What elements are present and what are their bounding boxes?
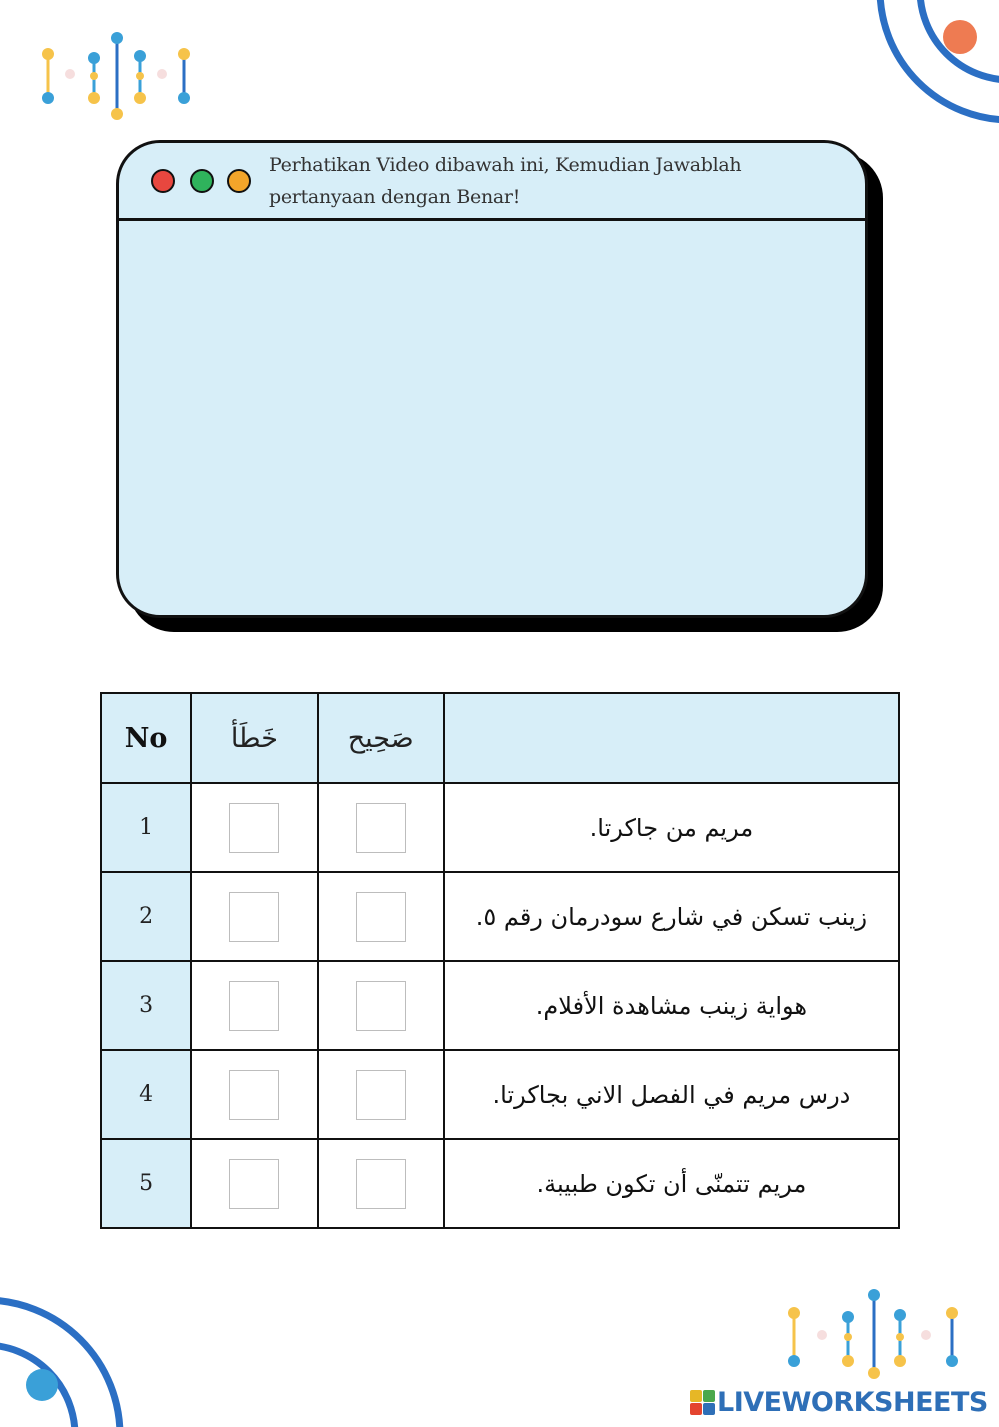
header-false-label: خَطَأ [230, 722, 278, 754]
instruction-text [269, 149, 829, 213]
true-cell [318, 1050, 444, 1139]
header-statement [444, 693, 899, 783]
true-checkbox[interactable] [356, 1070, 406, 1120]
false-cell [191, 1050, 317, 1139]
statement-text: مريم من جاكرتا. [589, 813, 754, 842]
statement-cell [444, 1050, 899, 1139]
false-checkbox[interactable] [229, 981, 279, 1031]
statement-text: درس مريم في الفصل الاني بجاكرتا. [492, 1080, 851, 1109]
video-window-titlebar [119, 143, 865, 221]
true-checkbox[interactable] [356, 981, 406, 1031]
row-number: 2 [101, 872, 191, 961]
green-dot-icon [190, 169, 214, 193]
false-cell [191, 961, 317, 1050]
true-checkbox[interactable] [356, 1159, 406, 1209]
orbit-decoration-top-right [860, 0, 999, 130]
statement-cell [444, 872, 899, 961]
true-cell [318, 1139, 444, 1228]
red-dot-icon [151, 169, 175, 193]
brand-text: LIVEWORKSHEETS [717, 1386, 988, 1418]
false-cell [191, 872, 317, 961]
false-cell [191, 783, 317, 872]
liveworksheets-mark-icon [690, 1390, 715, 1415]
true-checkbox[interactable] [356, 803, 406, 853]
row-number: 5 [101, 1139, 191, 1228]
video-window [116, 140, 868, 618]
header-no [101, 693, 191, 783]
false-checkbox[interactable] [229, 1070, 279, 1120]
molecule-decoration-top [34, 30, 200, 126]
header-true-label: صَحِيح [347, 722, 414, 754]
instruction-line-2: pertanyaan dengan Benar! [269, 186, 521, 208]
true-false-table [100, 692, 900, 1229]
orange-dot-icon [227, 169, 251, 193]
row-number: 3 [101, 961, 191, 1050]
statement-text: زينب تسكن في شارع سودرمان رقم ٥. [475, 902, 868, 931]
statement-text: هواية زينب مشاهدة الأفلام. [535, 991, 808, 1020]
liveworksheets-logo[interactable] [690, 1386, 988, 1418]
false-checkbox[interactable] [229, 803, 279, 853]
video-player-area[interactable] [119, 221, 865, 615]
false-checkbox[interactable] [229, 1159, 279, 1209]
orbit-decoration-bottom-left [0, 1285, 140, 1427]
statement-text: مريم تتمنّى أن تكون طبيبة. [536, 1169, 807, 1198]
row-number: 4 [101, 1050, 191, 1139]
header-no-label: No [124, 722, 168, 754]
statement-cell [444, 1139, 899, 1228]
table-row [101, 961, 899, 1050]
table-row [101, 783, 899, 872]
table-header-row [101, 693, 899, 783]
false-checkbox[interactable] [229, 892, 279, 942]
true-cell [318, 961, 444, 1050]
header-false [191, 693, 317, 783]
true-cell [318, 872, 444, 961]
row-number: 1 [101, 783, 191, 872]
false-cell [191, 1139, 317, 1228]
statement-cell [444, 783, 899, 872]
table-row [101, 872, 899, 961]
instruction-line-1: Perhatikan Video dibawah ini, Kemudian Jawablah [269, 154, 742, 176]
true-cell [318, 783, 444, 872]
true-checkbox[interactable] [356, 892, 406, 942]
header-true [318, 693, 444, 783]
statement-cell [444, 961, 899, 1050]
molecule-decoration-bottom [782, 1287, 958, 1383]
table-row [101, 1050, 899, 1139]
table-row [101, 1139, 899, 1228]
